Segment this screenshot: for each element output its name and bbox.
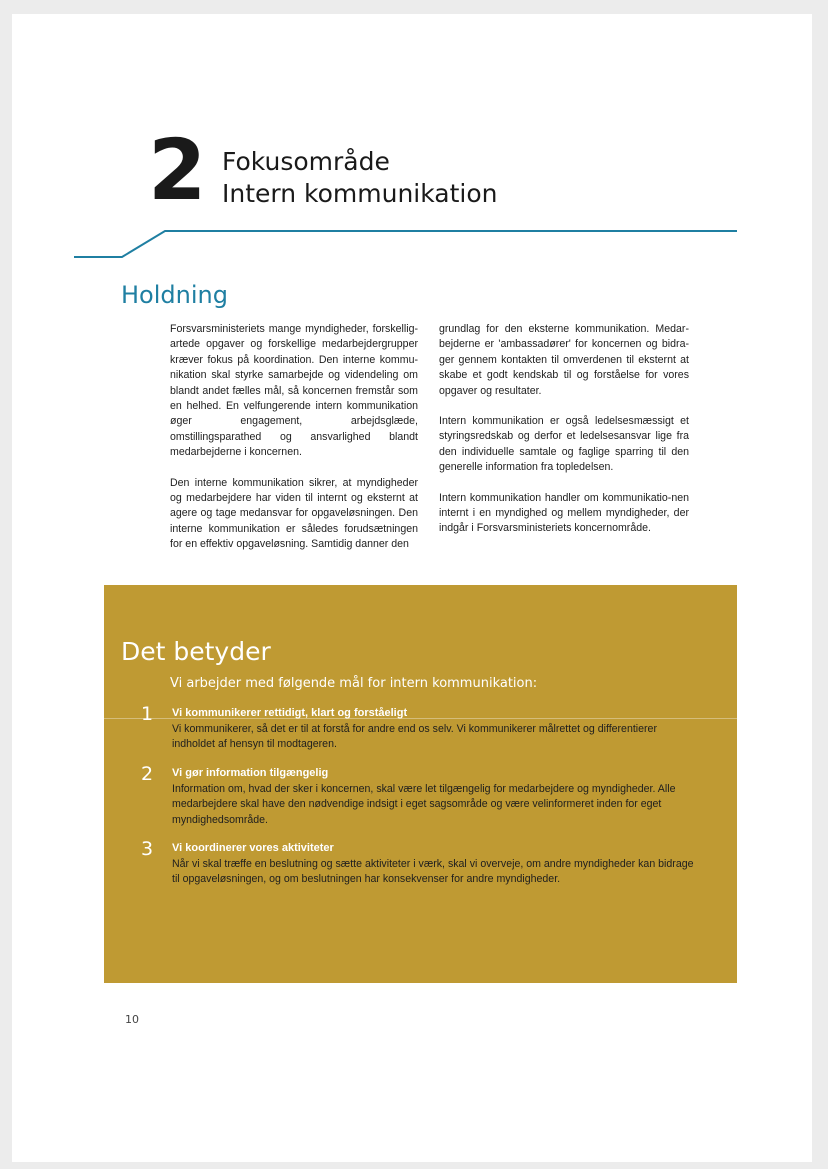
goal-number: 2	[141, 763, 154, 785]
goal-number: 3	[141, 838, 154, 860]
left-column	[170, 322, 418, 568]
goal-title: Vi koordinerer vores aktiviteter	[172, 842, 334, 854]
goal-number: 1	[141, 703, 154, 725]
paragraph: grundlag for den eksterne kommunikation. Medar-bejderne er 'ambassadører' for koncernen og bidra-ger gennem kontakten til omverdenen til eksternt at skabe et godt kendskab til og forståelse for vores opgaver og resultater.	[439, 323, 689, 397]
paragraph: Forsvarsministeriets mange myndigheder, forskellig-artede opgaver og forskellige medarbejdergrupper kræver fokus på koordination. Den interne kommu-nikation skal styrke samarbejde og videndeling om blandt andet fælles mål, så koncernen fremstår som en helhed. En velfungerende intern kommunikation øger engagement, arbejdsglæde, omstillingsparathed og ansvarlighed blandt medarbejderne i koncernen.	[170, 323, 418, 459]
chapter-title-line2: Intern kommunikation	[222, 179, 498, 208]
paragraph: Den interne kommunikation sikrer, at myndigheder og medarbejdere har viden til internt og eksternt at agere og tage medansvar for opgaveløsningen. Den interne kommunikation er således forudsætningen for en effektiv opgaveløsning. Samtidig danner den	[170, 476, 418, 551]
section-heading: Holdning	[121, 281, 228, 309]
paragraph: Intern kommunikation er også ledelsesmæssigt et styringsredskab og derfor et ledelsesansvar lige fra den individuelle samtale og faglige sparring til den generelle information fra topledelsen.	[439, 415, 689, 474]
chapter-number: 2	[148, 121, 205, 219]
right-column	[439, 322, 689, 552]
paragraph: Intern kommunikation handler om kommunikatio-nen internt i en myndighed og mellem myndigheder, der indgår i Forsvarsministeriets koncernområde.	[439, 491, 689, 535]
box-intro: Vi arbejder med følgende mål for intern kommunikation:	[170, 676, 538, 691]
chapter-title-line1: Fokusområde	[222, 147, 390, 176]
goal-text: Vi kommunikerer, så det er til at forstå for andre end os selv. Vi kommunikerer målrettet og differentierer indholdet af hensyn til modtageren.	[172, 723, 657, 751]
goal-title: Vi gør information tilgængelig	[172, 767, 329, 779]
chapter-title	[222, 146, 498, 210]
box-heading: Det betyder	[121, 637, 271, 666]
page-number: 10	[125, 1013, 139, 1026]
goal-text: Information om, hvad der sker i koncernen, skal være let tilgængelig for medarbejdere og myndigheder. Alle medarbejdere skal have den nødvendige indsigt i eget sagsområde og være velinformeret inden for eget myndighedsområde.	[172, 783, 676, 826]
goal-text: Når vi skal træffe en beslutning og sætte aktiviteter i værk, skal vi overveje, om andre myndigheder kan bidrage til opgaveløsningen, og om beslutningen har konsekvenser for andre myndigheder.	[172, 858, 694, 886]
goal-title: Vi kommunikerer rettidigt, klart og forståeligt	[172, 707, 408, 719]
